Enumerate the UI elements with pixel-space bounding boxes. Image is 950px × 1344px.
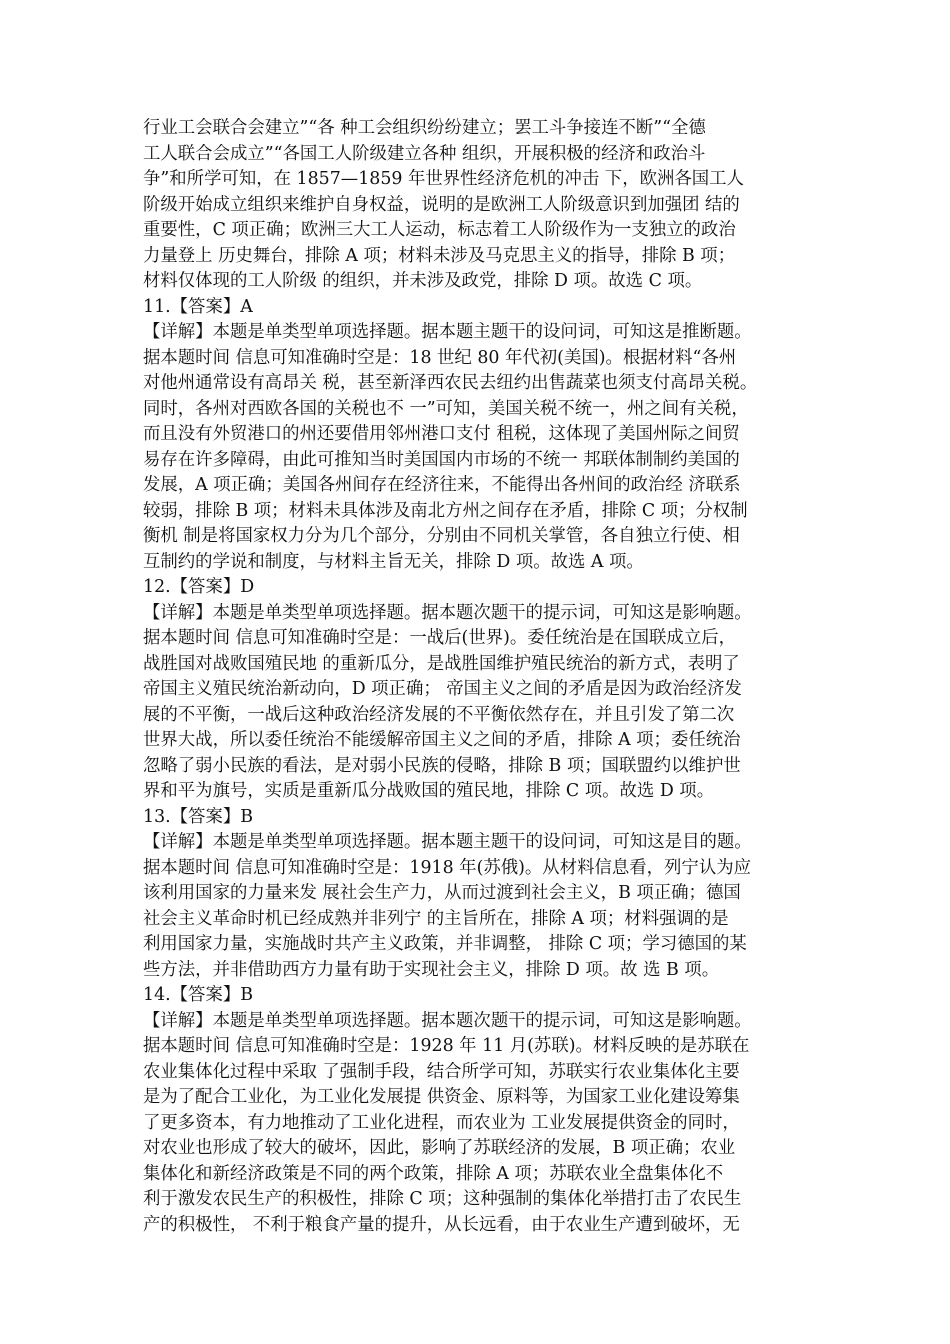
text-line: 工人联合会成立”“各国工人阶级建立各种 组织，开展积极的经济和政治斗 bbox=[143, 143, 706, 164]
text-line: 农业集体化过程中采取 了强制手段，结合所学可知，苏联实行农业集体化主要 bbox=[143, 1061, 740, 1082]
text-line: 对他州通常设有高昂关 税，甚至新泽西农民去纽约出售蔬菜也须支付高昂关税。 bbox=[143, 373, 758, 393]
text-line: 发展，A 项正确；美国各州间存在经济往来，不能得出各州间的政治经 济联系 bbox=[143, 475, 741, 495]
text-line: 展的不平衡，一战后这种政治经济发展的不平衡依然存在，并且引发了第二次 bbox=[143, 704, 735, 725]
text-line: 了更多资本，有力地推动了工业化进程，而农业为 工业发展提供资金的同时， bbox=[143, 1112, 740, 1133]
text-line: 衡机 制是将国家权力分为几个部分，分别由不同机关掌管，各自独立行使、相 bbox=[143, 526, 740, 546]
text-line: 些方法，并非借助西方力量有助于实现社会主义，排除 D 项。故 选 B 项。 bbox=[143, 959, 720, 980]
text-line: 而且没有外贸港口的州还要借用邻州港口支付 租税，这体现了美国州际之间贸 bbox=[143, 424, 740, 444]
text-line: 该利用国家的力量来发 展社会生产力，从而过渡到社会主义，B 项正确；德国 bbox=[143, 883, 741, 903]
answer-heading-12: 12.【答案】D bbox=[143, 577, 255, 597]
text-line: 重要性，C 项正确；欧洲三大工人运动，标志着工人阶级作为一支独立的政治 bbox=[143, 220, 736, 240]
text-line: 行业工会联合会建立”“各 种工会组织纷纷建立；罢工斗争接连不断”“全德 bbox=[143, 118, 706, 138]
answer-heading-14: 14.【答案】B bbox=[143, 985, 253, 1005]
text-line: 产的积极性， 不利于粮食产量的提升，从长远看，由于农业生产遭到破坏，无 bbox=[143, 1214, 740, 1235]
text-line: 忽略了弱小民族的看法，是对弱小民族的侵略，排除 B 项；国联盟约以维护世 bbox=[143, 755, 741, 776]
answer-heading-13: 13.【答案】B bbox=[143, 806, 253, 827]
text-line: 利用国家力量，实施战时共产主义政策，并非调整， 排除 C 项；学习德国的某 bbox=[143, 934, 747, 954]
answer-heading-11: 11.【答案】A bbox=[143, 296, 253, 317]
text-line: 是为了配合工业化，为工业化发展提 供资金、原料等，为国家工业化建设筹集 bbox=[143, 1087, 740, 1107]
text-line: 互制约的学说和制度，与材料主旨无关，排除 D 项。故选 A 项。 bbox=[143, 551, 644, 572]
answer-explanation-text bbox=[143, 116, 823, 1264]
text-line: 利于激发农民生产的积极性，排除 C 项；这种强制的集体化举措打击了农民生 bbox=[143, 1189, 742, 1209]
text-line: 据本题时间 信息可知准确时空是：一战后(世界)。委任统治是在国联成立后， bbox=[143, 628, 736, 648]
text-line: 易存在许多障碍，由此可推知当时美国国内市场的不统一 邦联体制制约美国的 bbox=[143, 449, 740, 470]
text-line: 世界大战，所以委任统治不能缓解帝国主义之间的矛盾，排除 A 项；委任统治 bbox=[143, 730, 741, 750]
text-line: 【详解】本题是单类型单项选择题。据本题次题干的提示词，可知这是影响题。 bbox=[143, 1010, 752, 1031]
text-line: 阶级开始成立组织来维护自身权益，说明的是欧洲工人阶级意识到加强团 结的 bbox=[143, 194, 740, 215]
text-line: 界和平为旗号，实质是重新瓜分战败国的殖民地，排除 C 项。故选 D 项。 bbox=[143, 781, 715, 801]
text-line: 社会主义革命时机已经成熟并非列宁 的主旨所在，排除 A 项；材料强调的是 bbox=[143, 908, 729, 929]
text-line: 帝国主义殖民统治新动向，D 项正确； 帝国主义之间的矛盾是因为政治经济发 bbox=[143, 679, 742, 699]
text-line: 据本题时间 信息可知准确时空是：1928 年 11 月(苏联)。材料反映的是苏联在 bbox=[143, 1036, 750, 1056]
text-line: 同时，各州对西欧各国的关税也不 一”可知，美国关税不统一，州之间有关税， bbox=[143, 398, 749, 419]
text-line: 【详解】本题是单类型单项选择题。据本题次题干的提示词，可知这是影响题。 bbox=[143, 602, 752, 623]
text-line: 据本题时间 信息可知准确时空是：1918 年(苏俄)。从材料信息看，列宁认为应 bbox=[143, 857, 751, 878]
text-line: 争”和所学可知，在 1857—1859 年世界性经济危机的冲击 下，欧洲各国工人 bbox=[143, 169, 744, 189]
text-line: 较弱，排除 B 项；材料未具体涉及南北方州之间存在矛盾，排除 C 项；分权制 bbox=[143, 500, 748, 521]
text-line: 对农业也形成了较大的破坏，因此，影响了苏联经济的发展，B 项正确；农业 bbox=[143, 1138, 736, 1158]
text-line: 集体化和新经济政策是不同的两个政策，排除 A 项；苏联农业全盘集体化不 bbox=[143, 1163, 724, 1184]
text-line bbox=[143, 1238, 823, 1264]
text-line: 战胜国对战败国殖民地 的重新瓜分，是战胜国维护殖民统治的新方式，表明了 bbox=[143, 653, 740, 674]
text-line: 材料仅体现的工人阶级 的组织，并未涉及政党，排除 D 项。故选 C 项。 bbox=[143, 271, 703, 291]
text-line: 据本题时间 信息可知准确时空是：18 世纪 80 年代初(美国)。根据材料“各州 bbox=[143, 347, 737, 368]
text-line: 【详解】本题是单类型单项选择题。据本题主题干的设问词，可知这是目的题。 bbox=[143, 832, 752, 852]
text-line: 力量登上 历史舞台，排除 A 项；材料未涉及马克思主义的指导，排除 B 项； bbox=[143, 245, 736, 266]
text-line: 【详解】本题是单类型单项选择题。据本题主题干的设问词，可知这是推断题。 bbox=[143, 322, 752, 342]
